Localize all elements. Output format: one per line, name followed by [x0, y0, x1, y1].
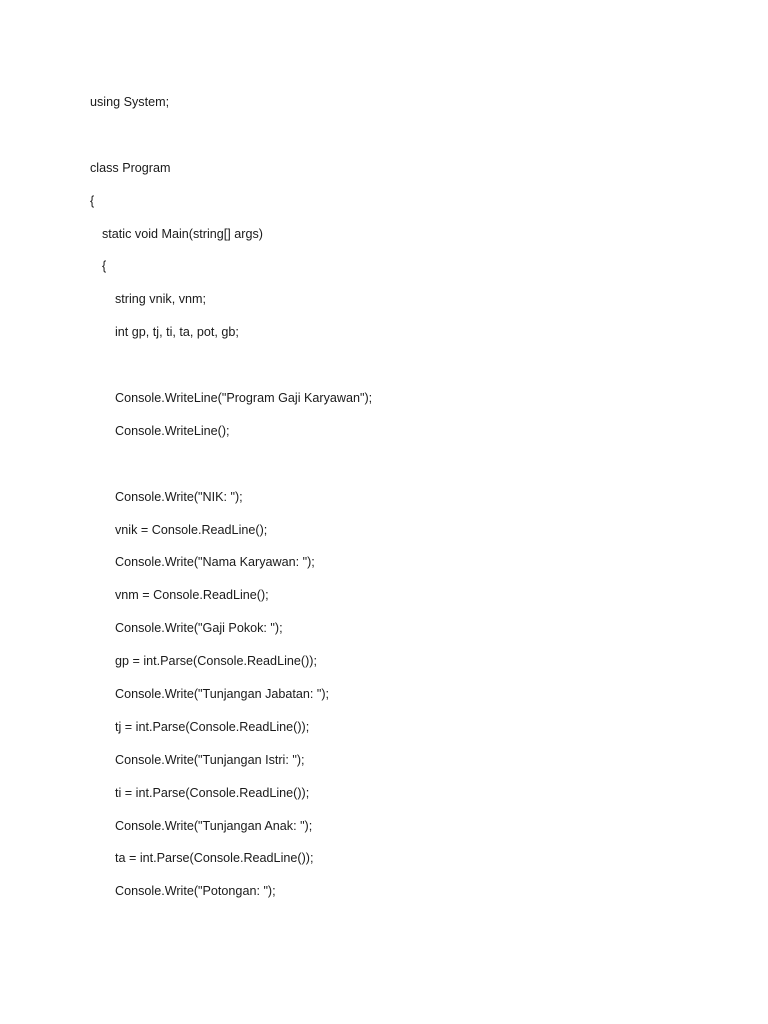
- code-line: {: [90, 193, 95, 208]
- code-line: [90, 454, 372, 487]
- code-line: gp = int.Parse(Console.ReadLine());: [115, 654, 317, 669]
- code-line: vnm = Console.ReadLine();: [115, 588, 269, 603]
- code-line: [90, 125, 372, 158]
- code-line: string vnik, vnm;: [115, 292, 206, 307]
- code-line: Console.WriteLine("Program Gaji Karyawan");: [115, 391, 373, 406]
- code-line: Console.WriteLine();: [115, 423, 230, 438]
- code-line: Console.Write("Tunjangan Istri: ");: [115, 752, 305, 767]
- code-line: Console.Write("Tunjangan Jabatan: ");: [115, 687, 330, 702]
- code-line: static void Main(string[] args): [102, 226, 263, 241]
- code-line: {: [102, 259, 107, 274]
- code-listing: [90, 92, 372, 914]
- code-line: Console.Write("Tunjangan Anak: ");: [115, 818, 313, 833]
- code-line: tj = int.Parse(Console.ReadLine());: [115, 719, 310, 734]
- code-line: Console.Write("Nama Karyawan: ");: [115, 555, 315, 570]
- code-line: Console.Write("Potongan: ");: [115, 884, 276, 899]
- code-line: Console.Write("NIK: ");: [115, 489, 243, 504]
- code-line: int gp, tj, ti, ta, pot, gb;: [115, 325, 239, 340]
- code-line: [90, 355, 372, 388]
- code-line: Console.Write("Gaji Pokok: ");: [115, 621, 283, 636]
- code-line: vnik = Console.ReadLine();: [115, 522, 268, 537]
- code-line: ti = int.Parse(Console.ReadLine());: [115, 785, 310, 800]
- code-line: using System;: [90, 95, 170, 109]
- code-line: class Program: [90, 160, 171, 175]
- code-line: ta = int.Parse(Console.ReadLine());: [115, 851, 314, 866]
